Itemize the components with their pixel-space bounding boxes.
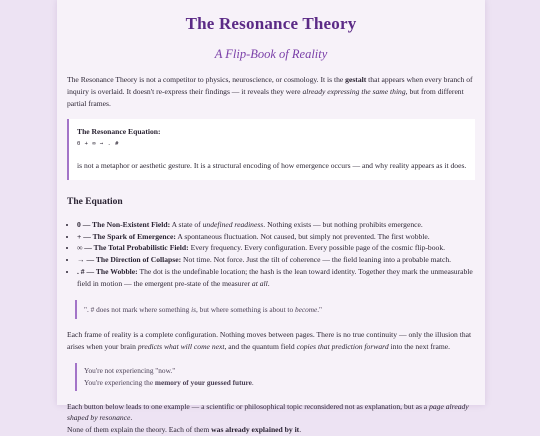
equation-symbols: 0 + ∞ → . # bbox=[77, 141, 119, 148]
page-title: The Resonance Theory bbox=[185, 14, 357, 33]
frame-text-1: Each frame of reality is a complete configuration. Nothing moves between pages. There is no true continuity — only the illusion that arises when your brain bbox=[67, 330, 472, 352]
list-item bbox=[77, 231, 475, 243]
term-text: Not time. Not force. Just the tilt of coherence — the field leaning into a probable match. bbox=[181, 255, 452, 265]
quote-text-3: ." bbox=[317, 304, 323, 314]
buttons-bold: was already explained by it bbox=[211, 425, 300, 435]
quote-text-2: , but where something is about to bbox=[196, 304, 295, 314]
now-quote-bold: memory of your guessed future bbox=[154, 377, 252, 387]
frame-text-3: into the next frame. bbox=[388, 342, 451, 352]
quote-italic-2: become bbox=[294, 304, 318, 314]
term-text: A state of bbox=[170, 219, 203, 229]
now-quote-line-2 bbox=[84, 377, 475, 389]
document-page bbox=[57, 0, 485, 435]
term-text: The dot is the undefinable location; the hash is the lean toward identity. Together they mark the unmeasurable field in motion — the emergent pre-state of the measurer bbox=[77, 266, 473, 288]
term-list bbox=[67, 219, 475, 290]
buttons-paragraph bbox=[67, 401, 475, 436]
list-item bbox=[77, 242, 475, 254]
equation-description: is not a metaphor or aesthetic gesture. It is a structural encoding of how emergence occurs — and why reality appears as it does. bbox=[77, 160, 467, 170]
buttons-text-3: None of them explain the theory. Each of them bbox=[67, 425, 212, 435]
term-italic: at all bbox=[251, 278, 268, 288]
intro-text-2: that appears when every branch of inquiry is overlaid. It doesn't re-express their findings — it reveals they were bbox=[67, 75, 473, 96]
term-heading: 0 — The Non-Existent Field: bbox=[77, 219, 171, 229]
equation-label: The Resonance Equation: bbox=[77, 127, 161, 137]
frame-italic-1: predicts what will come next bbox=[137, 342, 225, 352]
intro-italic: already expressing the same thing bbox=[302, 86, 406, 96]
now-quote-line-1: You're not experiencing "now." bbox=[84, 365, 176, 375]
term-text: A spontaneous fluctuation. Not caused, but simply not prevented. The first wobble. bbox=[175, 231, 430, 241]
equation-callout bbox=[67, 119, 475, 179]
frame-italic-2: copies that prediction forward bbox=[296, 342, 389, 352]
now-quote bbox=[75, 363, 475, 391]
term-heading: + — The Spark of Emergence: bbox=[77, 231, 176, 241]
quote-text-1: ". # does not mark where something bbox=[84, 304, 192, 314]
buttons-text-4: . bbox=[299, 425, 302, 435]
buttons-text-2: . bbox=[130, 413, 133, 423]
term-text-end: . Nothing exists — but nothing prohibits emergence. bbox=[263, 219, 423, 229]
intro-text-1: The Resonance Theory is not a competitor to physics, neuroscience, or cosmology. It is the bbox=[67, 75, 346, 84]
term-heading: → — The Direction of Collapse: bbox=[77, 255, 182, 265]
term-heading: . # — The Wobble: bbox=[77, 266, 138, 276]
list-item bbox=[77, 266, 475, 290]
list-item bbox=[77, 254, 475, 266]
frame-paragraph bbox=[67, 329, 475, 353]
buttons-italic: page already shaped by resonance bbox=[67, 401, 469, 423]
term-heading: ∞ — The Total Probabilistic Field: bbox=[77, 243, 189, 253]
term-text: Every frequency. Every configuration. Every possible page of the cosmic flip-book. bbox=[188, 243, 446, 253]
intro-bold: gestalt bbox=[345, 75, 367, 84]
now-quote-text: You're experiencing the bbox=[84, 377, 155, 387]
now-quote-end: . bbox=[251, 377, 254, 387]
intro-text-3: , but from different partial frames. bbox=[67, 86, 464, 108]
quote-italic-1: is bbox=[191, 304, 197, 314]
list-item bbox=[77, 219, 475, 231]
wobble-quote bbox=[75, 300, 475, 320]
intro-paragraph bbox=[67, 74, 475, 109]
buttons-text-1: Each button below leads to one example — a scientific or philosophical topic reconsidered not as explanation, but as a bbox=[67, 401, 430, 411]
term-italic: undefined readiness bbox=[202, 219, 264, 229]
frame-text-2: , and the quantum field bbox=[224, 342, 297, 352]
term-text-end: . bbox=[267, 278, 270, 288]
section-heading: The Equation bbox=[67, 196, 123, 207]
page-subtitle: A Flip-Book of Reality bbox=[214, 47, 328, 61]
